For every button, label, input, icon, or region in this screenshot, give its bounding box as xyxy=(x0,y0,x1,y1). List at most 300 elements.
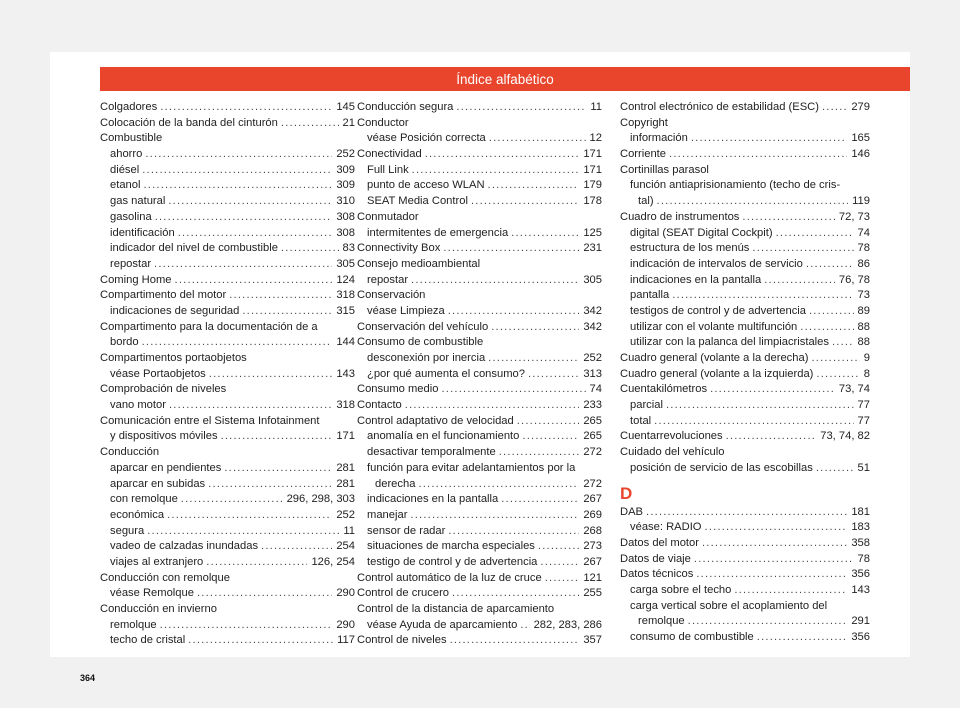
index-entry xyxy=(620,351,870,367)
index-entry xyxy=(620,461,870,477)
page-reference: 9 xyxy=(863,352,870,364)
page-reference: 143 xyxy=(336,367,355,380)
index-column-2 xyxy=(357,100,602,649)
leader-dots xyxy=(806,257,854,273)
index-entry xyxy=(620,288,870,304)
page-reference: 77 xyxy=(857,399,870,412)
page-reference: 125 xyxy=(583,226,602,239)
leader-dots xyxy=(281,116,339,132)
index-term: Compartimento para la documentación de a xyxy=(100,320,318,333)
index-term: punto de acceso WLAN xyxy=(367,179,485,192)
leader-dots xyxy=(832,335,854,351)
index-entry xyxy=(100,273,355,289)
leader-dots xyxy=(452,586,579,602)
page-reference: 73, 74 xyxy=(838,383,870,396)
page-reference: 310 xyxy=(336,195,355,208)
leader-dots xyxy=(221,429,333,445)
leader-dots xyxy=(471,194,579,210)
page-reference: 171 xyxy=(583,163,602,176)
index-list-c xyxy=(620,100,870,477)
index-term: testigos de control y de advertencia xyxy=(630,304,806,317)
page-reference: 252 xyxy=(583,352,602,364)
index-term: Colgadores xyxy=(100,101,158,113)
index-entry xyxy=(357,178,602,194)
index-entry xyxy=(620,131,870,147)
index-term: ahorro xyxy=(110,148,143,161)
index-term: Control electrónico de estabilidad (ESC) xyxy=(620,101,819,113)
index-term: desactivar temporalmente xyxy=(367,446,496,459)
index-entry xyxy=(620,614,870,630)
leader-dots xyxy=(816,461,854,477)
page-reference: 358 xyxy=(851,536,870,549)
leader-dots xyxy=(666,398,854,414)
index-entry xyxy=(357,492,602,508)
index-entry xyxy=(620,194,870,210)
leader-dots xyxy=(696,567,847,583)
index-entry xyxy=(620,304,870,320)
leader-dots xyxy=(188,633,333,649)
page-reference: 282, 283, 286 xyxy=(533,618,602,631)
leader-dots xyxy=(197,586,332,602)
page-reference: 290 xyxy=(336,587,355,600)
index-entry xyxy=(100,602,355,618)
index-term: Conservación del vehículo xyxy=(357,320,489,333)
page-reference: 126, 254 xyxy=(311,555,355,568)
leader-dots xyxy=(281,241,339,257)
leader-dots xyxy=(209,367,333,383)
page-reference: 88 xyxy=(857,320,870,333)
index-page xyxy=(50,52,910,683)
index-term: Datos técnicos xyxy=(620,568,694,581)
index-term: segura xyxy=(110,524,145,537)
page-reference: 309 xyxy=(336,179,355,192)
index-entry xyxy=(620,178,870,194)
page-header xyxy=(100,67,910,91)
index-term: SEAT Media Control xyxy=(367,195,468,208)
index-term: Cuentakilómetros xyxy=(620,383,708,396)
index-term: vano motor xyxy=(110,399,166,412)
page-reference: 86 xyxy=(857,257,870,270)
leader-dots xyxy=(448,524,579,540)
index-entry xyxy=(100,618,355,634)
index-entry xyxy=(357,131,602,147)
index-term: parcial xyxy=(630,399,663,412)
index-entry xyxy=(100,477,355,493)
index-entry xyxy=(620,552,870,568)
index-entry xyxy=(100,257,355,273)
leader-dots xyxy=(511,226,579,242)
index-term: véase: RADIO xyxy=(630,521,702,534)
page-reference: 73 xyxy=(857,289,870,302)
leader-dots xyxy=(822,100,847,116)
index-term: indicaciones en la pantalla xyxy=(367,493,499,506)
page-reference: 143 xyxy=(851,583,870,596)
leader-dots xyxy=(816,367,859,383)
page-reference: 318 xyxy=(336,289,355,302)
leader-dots xyxy=(145,147,332,163)
index-term: Combustible xyxy=(100,132,163,145)
index-term: repostar xyxy=(110,257,152,270)
leader-dots xyxy=(169,398,332,414)
index-entry xyxy=(357,100,602,116)
leader-dots xyxy=(809,304,854,320)
index-term: Control adaptativo de velocidad xyxy=(357,414,514,427)
index-entry xyxy=(620,320,870,336)
page-number: 364 xyxy=(80,673,96,683)
leader-dots xyxy=(646,505,847,521)
index-entry xyxy=(620,147,870,163)
index-term: indicaciones de seguridad xyxy=(110,304,240,317)
leader-dots xyxy=(155,210,333,226)
index-entry xyxy=(100,367,355,383)
index-list-d xyxy=(620,505,870,646)
index-entry xyxy=(100,147,355,163)
index-entry xyxy=(620,257,870,273)
page-reference: 290 xyxy=(336,618,355,631)
index-term: véase Posición correcta xyxy=(367,132,486,145)
index-entry xyxy=(357,524,602,540)
index-entry xyxy=(620,210,870,226)
index-entry xyxy=(357,429,602,445)
page-reference: 11 xyxy=(343,524,355,537)
index-entry xyxy=(357,304,602,320)
index-term: aparcar en pendientes xyxy=(110,461,222,474)
page-reference: 255 xyxy=(583,587,602,600)
leader-dots xyxy=(522,429,579,445)
leader-dots xyxy=(143,178,332,194)
index-entry xyxy=(620,367,870,383)
index-entry xyxy=(620,520,870,536)
index-entry xyxy=(357,163,602,179)
page-reference: 121 xyxy=(583,571,602,584)
index-entry xyxy=(620,536,870,552)
leader-dots xyxy=(545,571,580,587)
index-entry xyxy=(357,571,602,587)
leader-dots xyxy=(160,618,333,634)
index-term: estructura de los menús xyxy=(630,242,750,255)
index-term: económica xyxy=(110,508,165,521)
index-term: Contacto xyxy=(357,399,402,412)
leader-dots xyxy=(488,351,579,367)
index-entry xyxy=(620,505,870,521)
index-term: etanol xyxy=(110,179,141,192)
index-entry xyxy=(357,335,602,351)
index-term: Corriente xyxy=(620,148,667,161)
page-reference: 315 xyxy=(336,304,355,317)
page-reference: 77 xyxy=(857,414,870,427)
index-entry xyxy=(620,414,870,430)
index-term: Conducción xyxy=(100,446,160,459)
leader-dots xyxy=(242,304,332,320)
leader-dots xyxy=(167,508,332,524)
index-term: véase Remolque xyxy=(110,587,194,600)
page-reference: 308 xyxy=(336,210,355,223)
index-term: Control de crucero xyxy=(357,587,450,600)
leader-dots xyxy=(528,367,579,383)
index-entry xyxy=(100,382,355,398)
index-term: vadeo de calzadas inundadas xyxy=(110,540,259,553)
leader-dots xyxy=(229,288,332,304)
index-term: testigo de control y de advertencia xyxy=(367,555,538,568)
index-term: Cortinillas parasol xyxy=(620,163,709,176)
leader-dots xyxy=(499,445,580,461)
page-reference: 11 xyxy=(590,101,602,113)
index-entry xyxy=(620,445,870,461)
index-entry xyxy=(620,116,870,132)
page-reference: 171 xyxy=(336,430,355,443)
index-entry xyxy=(620,273,870,289)
index-column-3 xyxy=(620,100,870,646)
leader-dots xyxy=(710,382,835,398)
index-term: Cuentarrevoluciones xyxy=(620,430,723,443)
leader-dots xyxy=(491,320,579,336)
leader-dots xyxy=(178,226,333,242)
index-entry xyxy=(100,351,355,367)
index-term: gasolina xyxy=(110,210,152,223)
page-reference: 252 xyxy=(336,508,355,521)
page-reference: 252 xyxy=(336,148,355,161)
index-term: indicador del nivel de combustible xyxy=(110,242,278,255)
index-term: Cuadro de instrumentos xyxy=(620,210,740,223)
page-reference: 269 xyxy=(583,508,602,521)
page-reference: 267 xyxy=(583,555,602,568)
index-term: viajes al extranjero xyxy=(110,555,204,568)
leader-dots xyxy=(418,477,579,493)
index-entry xyxy=(357,226,602,242)
index-term: bordo xyxy=(110,336,139,349)
leader-dots xyxy=(520,618,529,634)
index-entry xyxy=(100,414,355,430)
index-term: Conducción en invierno xyxy=(100,603,217,615)
leader-dots xyxy=(411,273,579,289)
page-reference: 296, 298, 303 xyxy=(286,493,355,506)
leader-dots xyxy=(800,320,853,336)
index-term: Copyright xyxy=(620,116,668,129)
index-entry xyxy=(100,131,355,147)
page-reference: 265 xyxy=(583,430,602,443)
leader-dots xyxy=(702,536,847,552)
index-term: gas natural xyxy=(110,195,166,208)
index-term: Conducción segura xyxy=(357,101,454,113)
index-term: indicaciones en la pantalla xyxy=(630,273,762,286)
index-entry xyxy=(100,163,355,179)
leader-dots xyxy=(448,304,580,320)
page-reference: 76, 78 xyxy=(838,273,870,286)
index-entry xyxy=(620,630,870,646)
index-term: y dispositivos móviles xyxy=(110,430,218,443)
page-reference: 183 xyxy=(851,521,870,534)
leader-dots xyxy=(142,163,332,179)
index-entry xyxy=(100,429,355,445)
leader-dots xyxy=(160,100,332,116)
index-term: utilizar con el volante multifunción xyxy=(630,320,798,333)
page-reference: 357 xyxy=(583,634,602,647)
index-term: Consejo medioambiental xyxy=(357,257,481,270)
index-entry xyxy=(357,508,602,524)
page-reference: 89 xyxy=(857,304,870,317)
index-term: consumo de combustible xyxy=(630,631,754,643)
page-reference: 318 xyxy=(336,399,355,412)
page-reference: 281 xyxy=(336,477,355,490)
index-term: Compartimentos portaobjetos xyxy=(100,352,247,364)
leader-dots xyxy=(441,382,585,398)
page-title: Índice alfabético xyxy=(456,71,554,87)
index-term: Conductor xyxy=(357,116,409,129)
index-term: ¿por qué aumenta el consumo? xyxy=(367,367,525,380)
leader-dots xyxy=(538,539,579,555)
leader-dots xyxy=(734,583,847,599)
index-term: función para evitar adelantamientos por la xyxy=(367,461,576,474)
page-reference: 272 xyxy=(583,477,602,490)
index-term: Conducción con remolque xyxy=(100,571,230,584)
index-entry xyxy=(100,586,355,602)
page-reference: 72, 73 xyxy=(838,210,870,223)
leader-dots xyxy=(208,477,332,493)
leader-dots xyxy=(489,131,586,147)
index-column-1 xyxy=(100,100,355,649)
index-entry xyxy=(100,226,355,242)
index-entry xyxy=(357,477,602,493)
index-term: desconexión por inercia xyxy=(367,352,486,364)
index-entry xyxy=(620,382,870,398)
leader-dots xyxy=(181,492,283,508)
index-term: Colocación de la banda del cinturón xyxy=(100,116,278,129)
index-entry xyxy=(357,273,602,289)
leader-dots xyxy=(705,520,848,536)
index-entry xyxy=(100,461,355,477)
leader-dots xyxy=(488,178,580,194)
leader-dots xyxy=(142,335,333,351)
page-reference: 8 xyxy=(863,367,870,380)
index-entry xyxy=(357,398,602,414)
leader-dots xyxy=(154,257,332,273)
page-reference: 273 xyxy=(583,540,602,553)
index-entry xyxy=(357,320,602,336)
index-term: Conectividad xyxy=(357,148,422,161)
index-entry xyxy=(357,539,602,555)
page-reference: 144 xyxy=(336,336,355,349)
index-term: techo de cristal xyxy=(110,634,186,647)
index-entry xyxy=(100,539,355,555)
page-reference: 181 xyxy=(851,505,870,518)
index-entry xyxy=(100,304,355,320)
page-reference: 254 xyxy=(336,540,355,553)
index-term: sensor de radar xyxy=(367,524,446,537)
index-term: intermitentes de emergencia xyxy=(367,226,509,239)
page-reference: 305 xyxy=(336,257,355,270)
leader-dots xyxy=(168,194,332,210)
page-reference: 21 xyxy=(342,116,355,129)
index-entry xyxy=(100,178,355,194)
leader-dots xyxy=(206,555,307,571)
index-entry xyxy=(357,555,602,571)
leader-dots xyxy=(412,163,580,179)
page-reference: 83 xyxy=(342,242,355,255)
index-entry xyxy=(357,382,602,398)
index-term: utilizar con la palanca del limpiacristales xyxy=(630,336,829,349)
page-reference: 342 xyxy=(583,320,602,333)
index-entry xyxy=(100,445,355,461)
index-term: con remolque xyxy=(110,493,178,506)
index-term: véase Ayuda de aparcamiento xyxy=(367,618,518,631)
index-term: carga sobre el techo xyxy=(630,583,732,596)
index-term: manejar xyxy=(367,508,408,521)
leader-dots xyxy=(224,461,332,477)
page-reference: 265 xyxy=(583,414,602,427)
index-term: DAB xyxy=(620,505,644,518)
index-term: Datos de viaje xyxy=(620,552,691,565)
index-term: Comunicación entre el Sistema Infotainment xyxy=(100,414,320,427)
index-entry xyxy=(100,555,355,571)
page-reference: 308 xyxy=(336,226,355,239)
leader-dots xyxy=(657,194,849,210)
section-letter: D xyxy=(620,483,633,503)
index-entry xyxy=(620,583,870,599)
leader-dots xyxy=(726,429,817,445)
index-term: Conservación xyxy=(357,289,426,302)
index-entry xyxy=(100,100,355,116)
page-reference: 356 xyxy=(851,568,870,581)
page-reference: 124 xyxy=(336,273,355,286)
index-entry xyxy=(100,398,355,414)
index-entry xyxy=(100,524,355,540)
leader-dots xyxy=(261,539,332,555)
page-reference: 171 xyxy=(583,148,602,161)
index-term: aparcar en subidas xyxy=(110,477,206,490)
page-reference: 291 xyxy=(851,615,870,628)
leader-dots xyxy=(776,226,854,242)
page-reference: 279 xyxy=(851,101,870,113)
index-term: remolque xyxy=(110,618,157,631)
leader-dots xyxy=(175,273,333,289)
leader-dots xyxy=(688,614,848,630)
page-reference: 78 xyxy=(857,242,870,255)
leader-dots xyxy=(405,398,580,414)
leader-dots xyxy=(742,210,834,226)
page-reference: 178 xyxy=(583,195,602,208)
page-reference: 231 xyxy=(583,242,602,255)
index-entry xyxy=(620,163,870,179)
index-entry xyxy=(357,618,602,634)
index-term: véase Limpieza xyxy=(367,304,445,317)
leader-dots xyxy=(654,414,853,430)
index-term: Control de la distancia de aparcamiento xyxy=(357,603,555,615)
index-entry xyxy=(100,492,355,508)
index-term: Consumo de combustible xyxy=(357,336,484,349)
index-entry xyxy=(357,414,602,430)
index-term: indicación de intervalos de servicio xyxy=(630,257,803,270)
leader-dots xyxy=(752,241,853,257)
index-term: repostar xyxy=(367,273,409,286)
index-entry xyxy=(620,335,870,351)
leader-dots xyxy=(672,288,853,304)
index-entry xyxy=(620,567,870,583)
index-term: carga vertical sobre el acoplamiento del xyxy=(630,599,828,612)
index-entry xyxy=(357,351,602,367)
page-reference: 281 xyxy=(336,461,355,474)
page-reference: 88 xyxy=(857,336,870,349)
leader-dots xyxy=(501,492,579,508)
leader-dots xyxy=(425,147,580,163)
index-entry xyxy=(100,288,355,304)
index-term: pantalla xyxy=(630,289,670,302)
index-entry xyxy=(357,257,602,273)
index-entry xyxy=(100,335,355,351)
index-entry xyxy=(620,398,870,414)
page-reference: 179 xyxy=(583,179,602,192)
index-entry xyxy=(100,194,355,210)
leader-dots xyxy=(694,552,854,568)
